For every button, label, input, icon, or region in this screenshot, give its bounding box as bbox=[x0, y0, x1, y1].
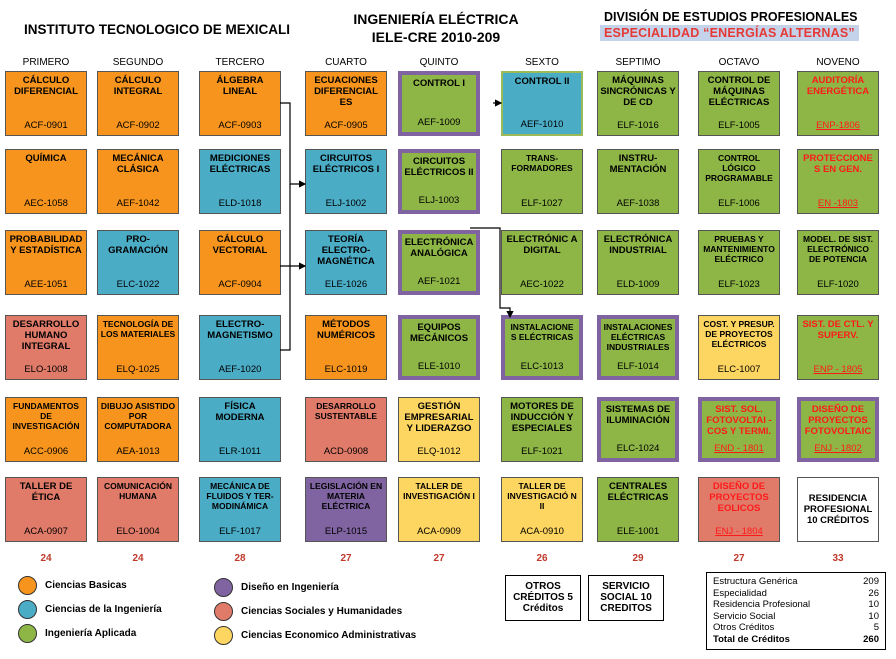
summary-value: 209 bbox=[863, 576, 879, 587]
summary-value: 10 bbox=[868, 599, 879, 610]
course-name: ELECTRÓNICA ANALÓGICA bbox=[404, 237, 474, 259]
course-code: AEC-1022 bbox=[520, 279, 564, 290]
course-code: AEF-1038 bbox=[616, 198, 660, 209]
semester-credits: 24 bbox=[132, 553, 144, 564]
semester-label: SEPTIMO bbox=[615, 57, 661, 68]
course-name: FÍSICA MODERNA bbox=[215, 401, 265, 423]
course-name: EQUIPOS MECÁNICOS bbox=[409, 322, 469, 344]
course-name: SIST. DE CTL. Y SUPERV. bbox=[802, 319, 874, 341]
course-name: MECÁNICA CLÁSICA bbox=[112, 153, 164, 175]
course-code: ELC-1013 bbox=[520, 361, 564, 372]
course-box bbox=[398, 477, 480, 542]
course-code: AEF-1021 bbox=[417, 276, 461, 287]
course-code: ELF-1023 bbox=[718, 279, 760, 290]
credits-summary-table bbox=[706, 572, 886, 650]
course-box bbox=[97, 71, 179, 136]
course-box bbox=[597, 71, 679, 136]
semester-credits: 33 bbox=[832, 553, 844, 564]
course-name: COMUNICACIÓN HUMANA bbox=[104, 481, 172, 501]
legend-item bbox=[18, 576, 127, 595]
course-box bbox=[597, 397, 679, 462]
course-name: DESARROLLO SUSTENTABLE bbox=[314, 401, 378, 421]
course-name: CONTROL DE MÁQUINAS ELÉCTRICAS bbox=[707, 75, 771, 108]
course-box bbox=[501, 71, 583, 136]
semester-label: SEGUNDO bbox=[112, 57, 164, 68]
program-name: INGENIERÍA ELÉCTRICA bbox=[353, 11, 519, 27]
course-box bbox=[97, 397, 179, 462]
program-title bbox=[336, 10, 536, 46]
course-box bbox=[305, 230, 387, 295]
course-code: ELO-1008 bbox=[24, 364, 68, 375]
semester-label: TERCERO bbox=[215, 57, 265, 68]
course-box bbox=[5, 71, 87, 136]
course-code: ENJ - 1804 bbox=[715, 526, 763, 537]
course-box bbox=[5, 149, 87, 214]
course-code: ELO-1004 bbox=[116, 526, 160, 537]
course-code: ELF-1005 bbox=[718, 120, 760, 131]
course-box bbox=[5, 315, 87, 380]
course-name: TALLER DE INVESTIGACIÓN I bbox=[403, 481, 475, 501]
course-name: TALLER DE ÉTICA bbox=[19, 481, 73, 503]
course-code: ELF-1021 bbox=[521, 446, 563, 457]
course-box bbox=[698, 477, 780, 542]
course-box bbox=[797, 477, 879, 542]
summary-row bbox=[713, 588, 879, 600]
course-name: TRANS- FORMADORES bbox=[511, 153, 573, 173]
course-box bbox=[698, 315, 780, 380]
course-code: ENP-1806 bbox=[816, 120, 860, 131]
course-code: ELF-1027 bbox=[521, 198, 563, 209]
legend-color-dot bbox=[214, 626, 233, 645]
course-name: CÁLCULO INTEGRAL bbox=[113, 75, 163, 97]
summary-value: 26 bbox=[868, 587, 879, 599]
legend-color-dot bbox=[18, 576, 37, 595]
course-name: SISTEMAS DE ILUMINACIÓN bbox=[605, 404, 671, 426]
course-code: ELD-1018 bbox=[218, 198, 262, 209]
legend-item bbox=[18, 600, 162, 619]
course-name: INSTALACIONES ELÉCTRICAS INDUSTRIALES bbox=[603, 322, 673, 352]
legend-color-dot bbox=[214, 578, 233, 597]
course-code: ACA-0910 bbox=[520, 526, 564, 537]
legend-item bbox=[214, 578, 339, 597]
course-box bbox=[199, 477, 281, 542]
course-code: ELC-1019 bbox=[324, 364, 368, 375]
course-box bbox=[797, 315, 879, 380]
semester-credits: 27 bbox=[433, 553, 445, 564]
course-code: ENJ - 1802 bbox=[814, 443, 862, 454]
course-code: ACA-0909 bbox=[417, 526, 461, 537]
summary-row bbox=[713, 634, 879, 646]
course-code: ELF-1016 bbox=[617, 120, 659, 131]
course-code: ACD-0908 bbox=[323, 446, 369, 457]
legend-label: Diseño en Ingeniería bbox=[241, 582, 339, 593]
course-box bbox=[597, 477, 679, 542]
course-code: ELC-1022 bbox=[116, 279, 160, 290]
summary-label: Otros Créditos bbox=[713, 622, 775, 633]
course-code: ELR-1011 bbox=[218, 446, 262, 457]
specialty-title: ESPECIALIDAD “ENERGÍAS ALTERNAS” bbox=[600, 25, 859, 41]
course-name: CONTROL II bbox=[514, 76, 570, 87]
course-box bbox=[305, 477, 387, 542]
course-box bbox=[199, 230, 281, 295]
course-box bbox=[698, 397, 780, 462]
course-name: COST. Y PRESUP. DE PROYECTOS ELÉCTRICOS bbox=[703, 319, 775, 349]
course-name: CONTROL I bbox=[412, 78, 466, 89]
course-box bbox=[305, 71, 387, 136]
course-code: ELD-1009 bbox=[616, 279, 660, 290]
course-code: ELE-1001 bbox=[616, 526, 660, 537]
course-name: TECNOLOGÍA DE LOS MATERIALES bbox=[100, 319, 176, 339]
course-name: CÁLCULO VECTORIAL bbox=[212, 234, 268, 256]
course-box bbox=[305, 397, 387, 462]
course-box bbox=[97, 477, 179, 542]
legend-label: Ciencias Basicas bbox=[45, 580, 127, 591]
legend-item bbox=[18, 624, 136, 643]
course-code: AEE-1051 bbox=[24, 279, 68, 290]
course-name: PROBABILIDAD Y ESTADÍSTICA bbox=[9, 234, 83, 256]
arrow-algebra-to-circuitos bbox=[280, 103, 305, 184]
course-code: ACA-0907 bbox=[24, 526, 68, 537]
semester-label: NOVENO bbox=[816, 57, 860, 68]
course-code: ACC-0906 bbox=[23, 446, 69, 457]
course-name: DISEÑO DE PROYECTOS FOTOVOLTAIC bbox=[804, 404, 872, 437]
semester-credits: 24 bbox=[40, 553, 52, 564]
servicio-social-box: SERVICIO SOCIAL 10 CREDITOS bbox=[588, 575, 664, 621]
summary-row bbox=[713, 599, 879, 611]
course-name: SIST. SOL. FOTOVOLTAI -COS Y TERMI. bbox=[706, 404, 772, 437]
course-box bbox=[5, 397, 87, 462]
semester-label: PRIMERO bbox=[22, 57, 70, 68]
course-code: ACF-0903 bbox=[218, 120, 262, 131]
course-box bbox=[199, 71, 281, 136]
semester-label: OCTAVO bbox=[718, 57, 760, 68]
course-name: ÁLGEBRA LINEAL bbox=[216, 75, 264, 97]
legend-label: Ingeniería Aplicada bbox=[45, 628, 137, 639]
course-code: ELF-1020 bbox=[817, 279, 859, 290]
course-box bbox=[305, 149, 387, 214]
course-code: ELE-1010 bbox=[417, 361, 461, 372]
otros-creditos-box: OTROS CRÉDITOS 5 Créditos bbox=[505, 575, 581, 621]
course-name: DISEÑO DE PROYECTOS EOLICOS bbox=[709, 481, 769, 514]
summary-row bbox=[713, 622, 879, 634]
summary-value: 10 bbox=[868, 610, 879, 622]
semester-label: CUARTO bbox=[325, 57, 367, 68]
legend-item bbox=[214, 626, 416, 645]
course-box bbox=[398, 230, 480, 295]
course-name: FUNDAMENTOS DE INVESTIGACIÓN bbox=[12, 401, 80, 431]
course-name: INSTALACIONE S ELÉCTRICAS bbox=[510, 322, 574, 342]
course-name: INSTRU- MENTACIÓN bbox=[609, 153, 667, 175]
course-name: MODEL. DE SIST. ELECTRÓNICO DE POTENCIA bbox=[803, 234, 873, 264]
course-code: EN -1803 bbox=[817, 198, 859, 209]
course-name: TALLER DE INVESTIGACIÓ N II bbox=[507, 481, 577, 511]
semester-label: QUINTO bbox=[419, 57, 459, 68]
course-code: AEF-1009 bbox=[417, 117, 461, 128]
course-name: MÁQUINAS SINCRÓNICAS Y DE CD bbox=[600, 75, 676, 108]
course-name: PROTECCIONE S EN GEN. bbox=[803, 153, 873, 175]
course-name: CONTROL LÓGICO PROGRAMABLE bbox=[705, 153, 773, 183]
course-code: AEC-1058 bbox=[24, 198, 68, 209]
course-box bbox=[398, 397, 480, 462]
semester-credits: 29 bbox=[632, 553, 644, 564]
course-code: ELC-1007 bbox=[717, 364, 761, 375]
course-code: ELF-1014 bbox=[617, 361, 659, 372]
course-code: ELQ-1025 bbox=[116, 364, 160, 375]
course-name: CIRCUITOS ELÉCTRICOS I bbox=[312, 153, 380, 175]
course-name: ELECTRÓNICA INDUSTRIAL bbox=[603, 234, 673, 256]
summary-row bbox=[713, 576, 879, 588]
course-box bbox=[97, 315, 179, 380]
summary-value: 5 bbox=[873, 622, 879, 633]
summary-row bbox=[713, 611, 879, 623]
course-box bbox=[5, 477, 87, 542]
course-name: LEGISLACIÓN EN MATERIA ELÉCTRICA bbox=[309, 481, 383, 511]
course-code: ELE-1026 bbox=[324, 279, 368, 290]
course-name: MECÁNICA DE FLUIDOS Y TER- MODINÁMICA bbox=[206, 481, 274, 511]
course-box bbox=[398, 315, 480, 380]
semester-credits: 26 bbox=[536, 553, 548, 564]
course-box bbox=[797, 149, 879, 214]
semester-credits: 27 bbox=[340, 553, 352, 564]
course-name: RESIDENCIA PROFESIONAL 10 CRÉDITOS bbox=[803, 492, 873, 526]
course-code: ENP - 1805 bbox=[813, 364, 863, 375]
course-name: CÁLCULO DIFERENCIAL bbox=[14, 75, 78, 97]
course-code: ACF-0901 bbox=[24, 120, 68, 131]
course-box bbox=[501, 397, 583, 462]
course-code: ELP-1015 bbox=[324, 526, 368, 537]
legend-label: Ciencias Sociales y Humanidades bbox=[241, 606, 403, 617]
course-box bbox=[501, 230, 583, 295]
course-name: TEORÍA ELECTRO- MAGNÉTICA bbox=[317, 234, 375, 267]
course-box bbox=[698, 71, 780, 136]
legend-label: Ciencias de la Ingeniería bbox=[45, 604, 162, 615]
course-code: ELJ-1003 bbox=[418, 195, 460, 206]
course-box bbox=[199, 315, 281, 380]
course-box bbox=[597, 230, 679, 295]
course-name: ELECTRÓNIC A DIGITAL bbox=[506, 234, 578, 256]
course-name: GESTIÓN EMPRESARIAL Y LIDERAZGO bbox=[404, 401, 474, 434]
course-code: ELQ-1012 bbox=[417, 446, 461, 457]
summary-label: Especialidad bbox=[713, 587, 767, 599]
course-name: CIRCUITOS ELÉCTRICOS II bbox=[404, 156, 474, 178]
course-box bbox=[501, 149, 583, 214]
course-code: ACF-0902 bbox=[116, 120, 160, 131]
course-name: AUDITORÍA ENERGÉTICA bbox=[806, 75, 870, 97]
course-box bbox=[305, 315, 387, 380]
course-name: MEDICIONES ELÉCTRICAS bbox=[209, 153, 271, 175]
course-name: MOTORES DE INDUCCIÓN Y ESPECIALES bbox=[510, 401, 574, 434]
course-code: AEA-1013 bbox=[116, 446, 160, 457]
semester-credits: 27 bbox=[733, 553, 745, 564]
course-box bbox=[698, 230, 780, 295]
course-box bbox=[199, 149, 281, 214]
semester-credits: 28 bbox=[234, 553, 246, 564]
course-box bbox=[501, 477, 583, 542]
course-name: ELECTRO- MAGNETISMO bbox=[207, 319, 273, 341]
course-code: ELF-1017 bbox=[219, 526, 261, 537]
course-name: PRO- GRAMACIÓN bbox=[108, 234, 168, 256]
course-box bbox=[97, 149, 179, 214]
course-code: END - 1801 bbox=[714, 443, 764, 454]
course-code: AEF-1020 bbox=[218, 364, 262, 375]
course-code: AEF-1010 bbox=[520, 119, 564, 130]
institute-title: INSTITUTO TECNOLOGICO DE MEXICALI bbox=[24, 22, 291, 37]
course-box bbox=[398, 149, 480, 214]
arrow-electromag-to-teoria bbox=[280, 184, 290, 350]
course-name: DESARROLLO HUMANO INTEGRAL bbox=[12, 319, 80, 352]
summary-label: Servicio Social bbox=[713, 610, 776, 622]
legend-color-dot bbox=[214, 602, 233, 621]
summary-label: Estructura Genérica bbox=[713, 576, 798, 587]
course-code: ELJ-1002 bbox=[325, 198, 367, 209]
course-code: ACF-0905 bbox=[324, 120, 368, 131]
summary-label: Residencia Profesional bbox=[713, 599, 811, 610]
legend-item bbox=[214, 602, 402, 621]
course-code: ELF-1006 bbox=[718, 198, 760, 209]
course-box bbox=[97, 230, 179, 295]
course-name: CENTRALES ELÉCTRICAS bbox=[607, 481, 669, 503]
legend-color-dot bbox=[18, 624, 37, 643]
course-box bbox=[797, 71, 879, 136]
legend-label: Ciencias Economico Administrativas bbox=[241, 630, 417, 641]
course-name: QUÍMICA bbox=[25, 153, 67, 164]
course-code: ACF-0904 bbox=[218, 279, 262, 290]
course-code: AEF-1042 bbox=[116, 198, 160, 209]
course-box bbox=[797, 230, 879, 295]
course-box bbox=[597, 149, 679, 214]
legend-color-dot bbox=[18, 600, 37, 619]
program-code: IELE-CRE 2010-209 bbox=[371, 29, 501, 45]
course-box bbox=[597, 315, 679, 380]
course-name: MÉTODOS NUMÉRICOS bbox=[316, 319, 376, 341]
course-box bbox=[398, 71, 480, 136]
course-box bbox=[199, 397, 281, 462]
summary-label: Total de Créditos bbox=[713, 633, 790, 645]
course-box bbox=[5, 230, 87, 295]
course-name: ECUACIONES DIFERENCIAL ES bbox=[314, 75, 378, 108]
course-code: ELC-1024 bbox=[616, 443, 660, 454]
course-name: DIBUJO ASISTIDO POR COMPUTADORA bbox=[100, 401, 176, 431]
course-box bbox=[797, 397, 879, 462]
semester-label: SEXTO bbox=[525, 57, 559, 68]
course-box bbox=[501, 315, 583, 380]
course-box bbox=[698, 149, 780, 214]
division-title: DIVISIÓN DE ESTUDIOS PROFESIONALES bbox=[604, 10, 858, 24]
summary-value: 260 bbox=[863, 633, 879, 645]
course-name: PRUEBAS Y MANTENIMIENTO ELÉCTRICO bbox=[703, 234, 775, 264]
